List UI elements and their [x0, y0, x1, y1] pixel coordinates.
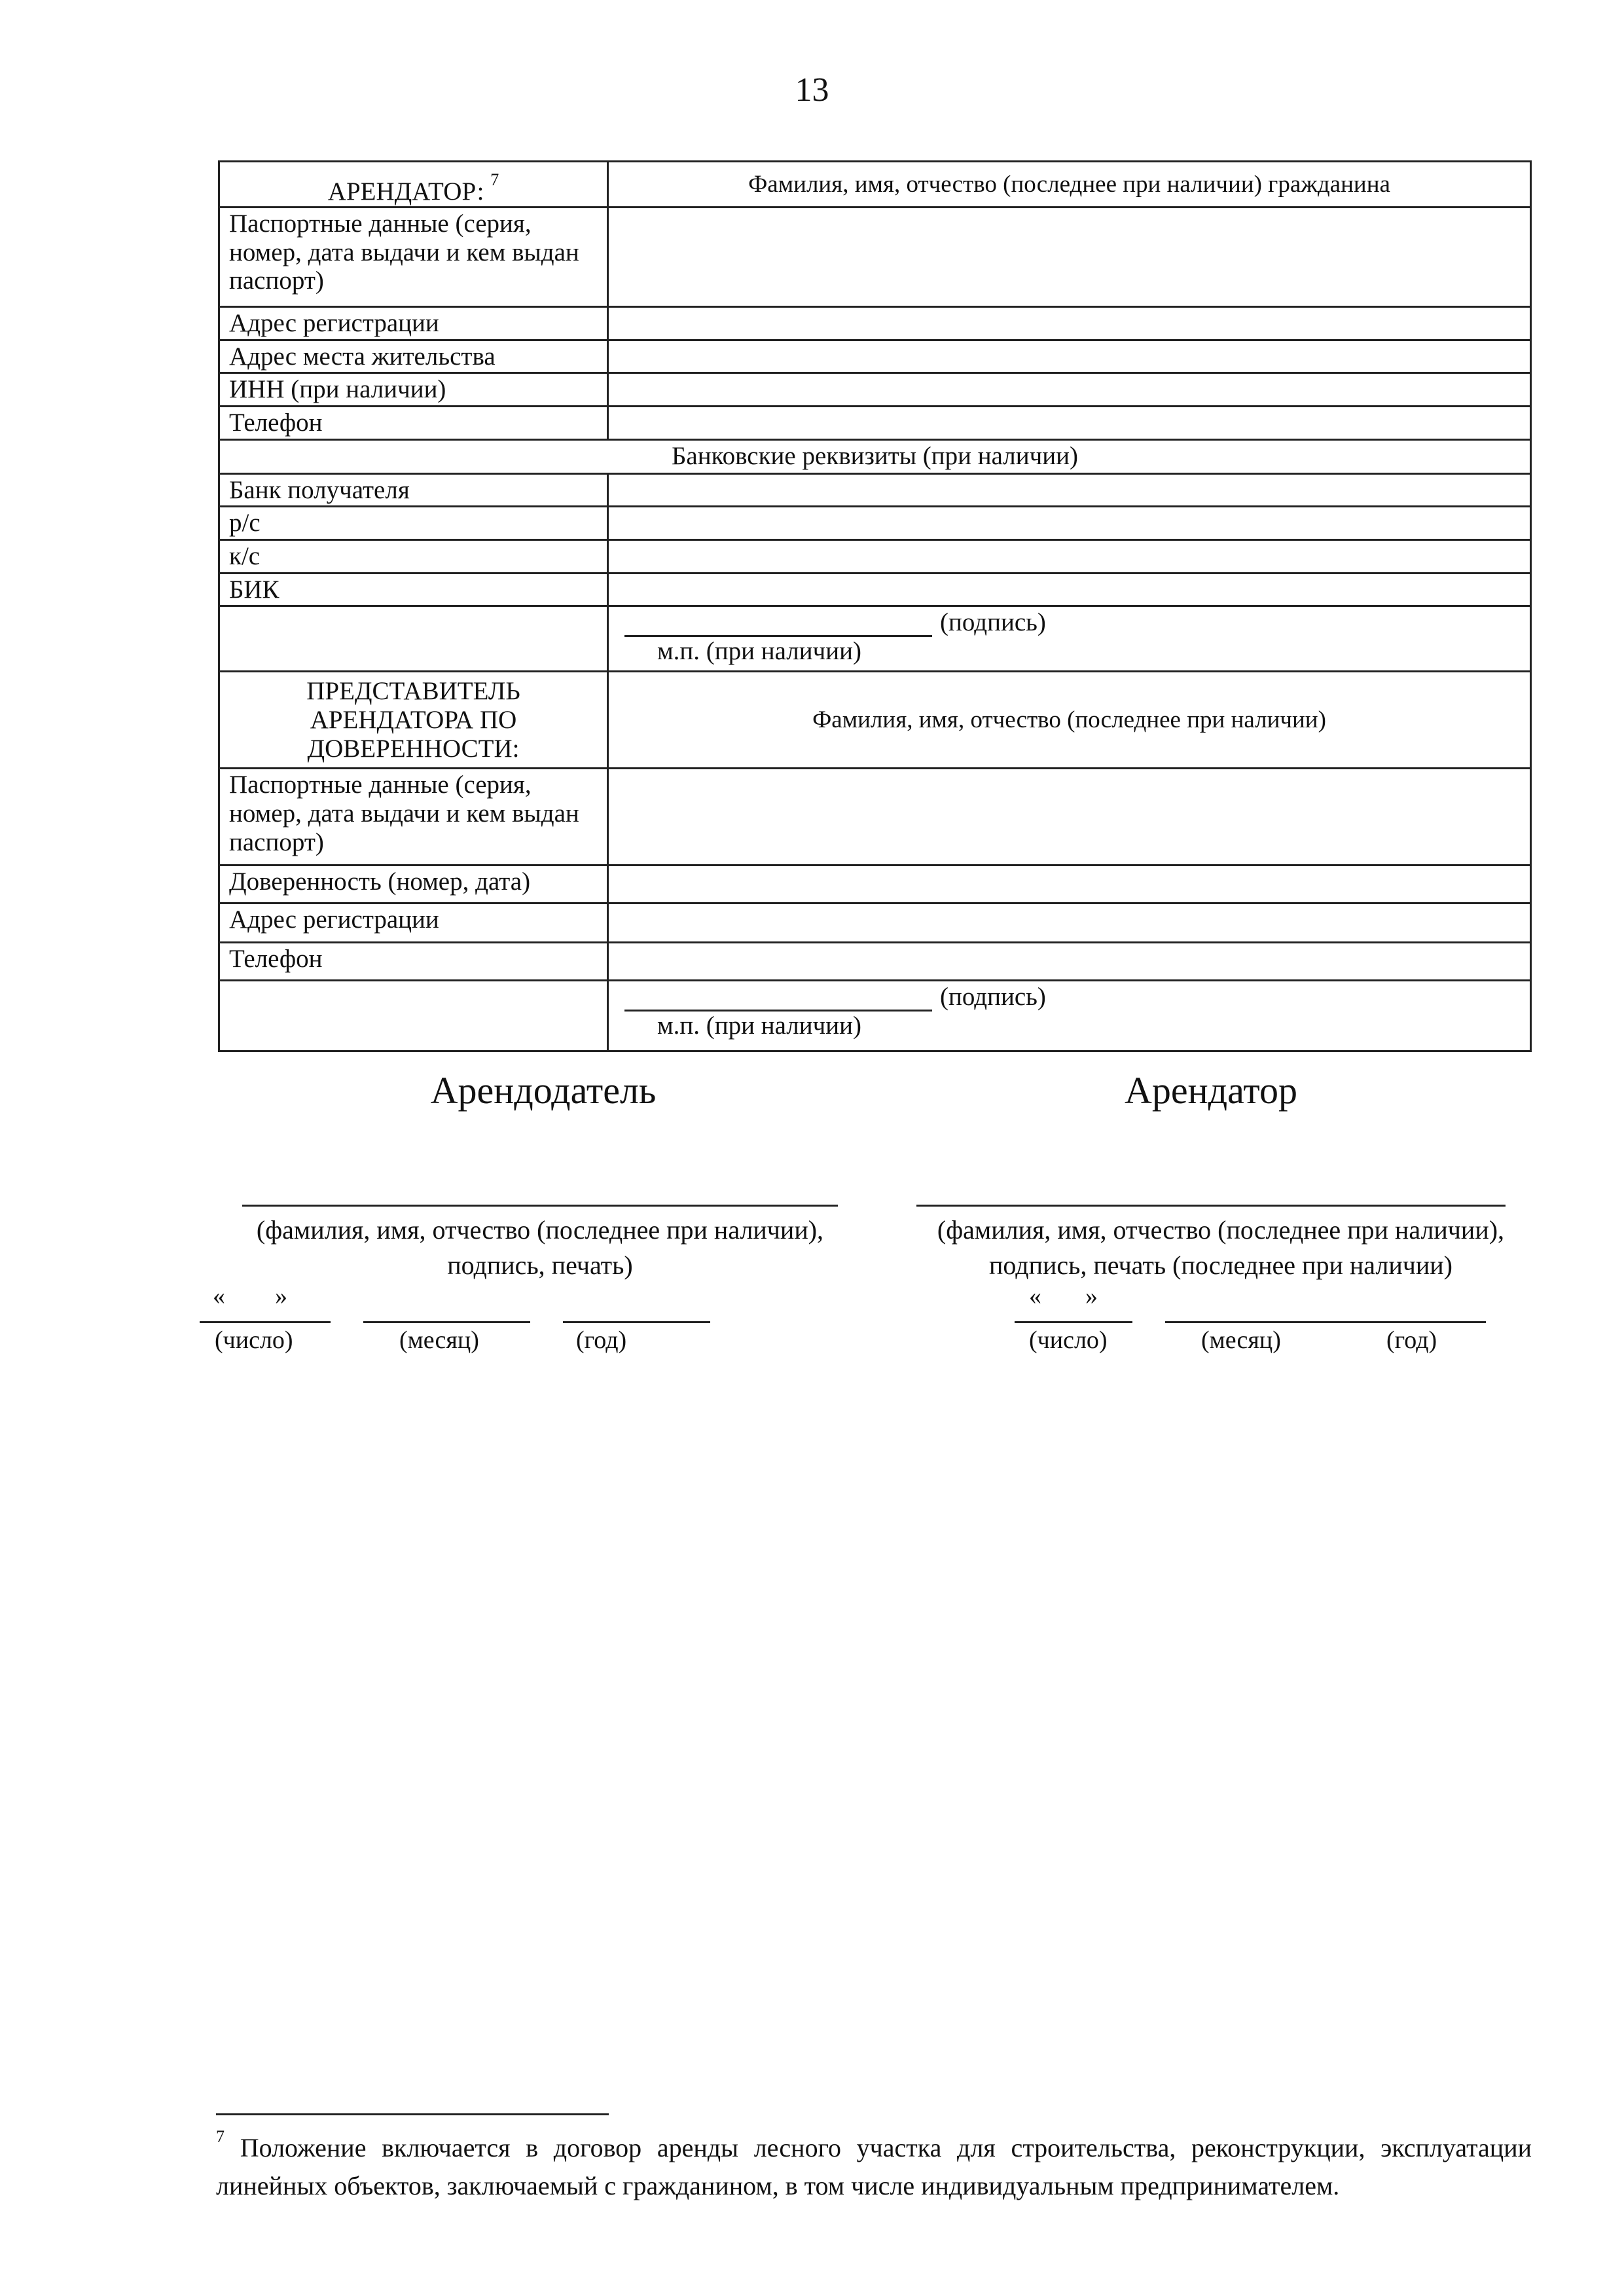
lessee-year-label: (год)	[1386, 1326, 1437, 1354]
lessor-month-line[interactable]	[363, 1321, 530, 1323]
table-row	[219, 866, 1531, 903]
lessee-caption	[897, 1212, 1545, 1283]
table-row	[219, 943, 1531, 981]
lessor-day-label: (число)	[215, 1326, 293, 1354]
footnote-marker: 7	[216, 2126, 225, 2146]
row-label-residence-address: Адрес места жительства	[219, 340, 608, 373]
row-label-registration-address: Адрес регистрации	[219, 307, 608, 340]
bank-details-header: Банковские реквизиты (при наличии)	[219, 439, 1531, 473]
tenant-header-label: АРЕНДАТОР:	[327, 177, 484, 206]
lessor-day-line[interactable]	[200, 1321, 331, 1323]
row-label-bank: Банк получателя	[219, 473, 608, 507]
lessor-name-line[interactable]	[242, 1205, 838, 1207]
row-label-rep-phone: Телефон	[219, 943, 608, 981]
field-passport[interactable]	[608, 208, 1531, 307]
field-rep-registration-address[interactable]	[608, 903, 1531, 943]
empty-cell	[219, 981, 608, 1051]
tenant-header-row	[219, 162, 1531, 208]
representative-signature-cell	[608, 981, 1531, 1051]
field-registration-address[interactable]	[608, 307, 1531, 340]
table-row	[219, 507, 1531, 540]
row-label-phone: Телефон	[219, 407, 608, 440]
footnote	[216, 2126, 1532, 2205]
field-residence-address[interactable]	[608, 340, 1531, 373]
table-row	[219, 573, 1531, 606]
footnote-text: Положение включается в договор аренды лесного участка для строительства, реконструкции, эксплуатации линейных объектов, заключаемый с гражданином, в том числе индивидуальным предпринимателем.	[216, 2133, 1532, 2200]
signature-label: (подпись)	[940, 608, 1046, 637]
stamp-label: м.п. (при наличии)	[657, 1011, 861, 1040]
table-row	[219, 373, 1531, 407]
representative-signature-row	[219, 981, 1531, 1051]
row-label-settlement-account: р/с	[219, 507, 608, 540]
tenant-header-label-cell	[219, 162, 608, 208]
lessee-day-line[interactable]	[1015, 1321, 1132, 1323]
tenant-name-header: Фамилия, имя, отчество (последнее при наличии) гражданина	[608, 162, 1531, 208]
lessor-caption-line2: подпись, печать)	[447, 1250, 633, 1280]
lessee-month-label: (месяц)	[1201, 1326, 1281, 1354]
signature-line[interactable]	[624, 613, 932, 637]
row-label-power-of-attorney: Доверенность (номер, дата)	[219, 866, 608, 903]
table-row	[219, 307, 1531, 340]
page-number: 13	[795, 71, 829, 109]
lessor-month-label: (месяц)	[399, 1326, 479, 1354]
representative-header-row	[219, 672, 1531, 769]
table-row	[219, 340, 1531, 373]
field-correspondent-account[interactable]	[608, 540, 1531, 574]
field-rep-phone[interactable]	[608, 943, 1531, 981]
field-bank[interactable]	[608, 473, 1531, 507]
signature-line[interactable]	[624, 987, 932, 1011]
row-label-rep-registration-address: Адрес регистрации	[219, 903, 608, 943]
field-settlement-account[interactable]	[608, 507, 1531, 540]
lessee-caption-line1: (фамилия, имя, отчество (последнее при наличии),	[937, 1215, 1505, 1245]
row-label-inn: ИНН (при наличии)	[219, 373, 608, 407]
field-bik[interactable]	[608, 573, 1531, 606]
tenant-signature-cell	[608, 606, 1531, 672]
footnote-ref: 7	[490, 170, 499, 190]
representative-header-label: ПРЕДСТАВИТЕЛЬ АРЕНДАТОРА ПО ДОВЕРЕННОСТИ:	[219, 672, 608, 769]
table-row	[219, 540, 1531, 574]
lessee-quote-close: »	[1085, 1283, 1098, 1310]
row-label-bik: БИК	[219, 573, 608, 606]
field-power-of-attorney[interactable]	[608, 866, 1531, 903]
representative-name-header: Фамилия, имя, отчество (последнее при наличии)	[608, 672, 1531, 769]
lessee-month-year-line[interactable]	[1165, 1321, 1486, 1323]
lessor-title: Арендодатель	[430, 1069, 657, 1112]
field-phone[interactable]	[608, 407, 1531, 440]
row-label-passport: Паспортные данные (серия, номер, дата выдачи и кем выдан паспорт)	[219, 208, 608, 307]
tenant-details-table	[218, 160, 1532, 1052]
row-label-rep-passport: Паспортные данные (серия, номер, дата выдачи и кем выдан паспорт)	[219, 769, 608, 866]
lessee-day-label: (число)	[1029, 1326, 1108, 1354]
table-row	[219, 473, 1531, 507]
table-row	[219, 208, 1531, 307]
lessor-caption-line1: (фамилия, имя, отчество (последнее при наличии),	[256, 1215, 824, 1245]
lessee-quote-open: «	[1029, 1283, 1041, 1310]
table-row	[219, 903, 1531, 943]
lessee-name-line[interactable]	[916, 1205, 1506, 1207]
footnote-separator	[216, 2113, 609, 2115]
lessor-year-label: (год)	[576, 1326, 627, 1354]
bank-header-row	[219, 439, 1531, 473]
table-row	[219, 407, 1531, 440]
lessor-year-line[interactable]	[563, 1321, 710, 1323]
empty-cell	[219, 606, 608, 672]
lessee-caption-line2: подпись, печать (последнее при наличии)	[988, 1250, 1453, 1280]
field-inn[interactable]	[608, 373, 1531, 407]
table-row	[219, 769, 1531, 866]
stamp-label: м.п. (при наличии)	[657, 637, 861, 666]
lessor-quote-close: »	[275, 1283, 287, 1310]
lessee-title: Арендатор	[1124, 1069, 1297, 1112]
signature-label: (подпись)	[940, 983, 1046, 1011]
lessor-caption	[216, 1212, 864, 1283]
lessor-quote-open: «	[213, 1283, 225, 1310]
field-rep-passport[interactable]	[608, 769, 1531, 866]
row-label-correspondent-account: к/с	[219, 540, 608, 574]
tenant-signature-row	[219, 606, 1531, 672]
